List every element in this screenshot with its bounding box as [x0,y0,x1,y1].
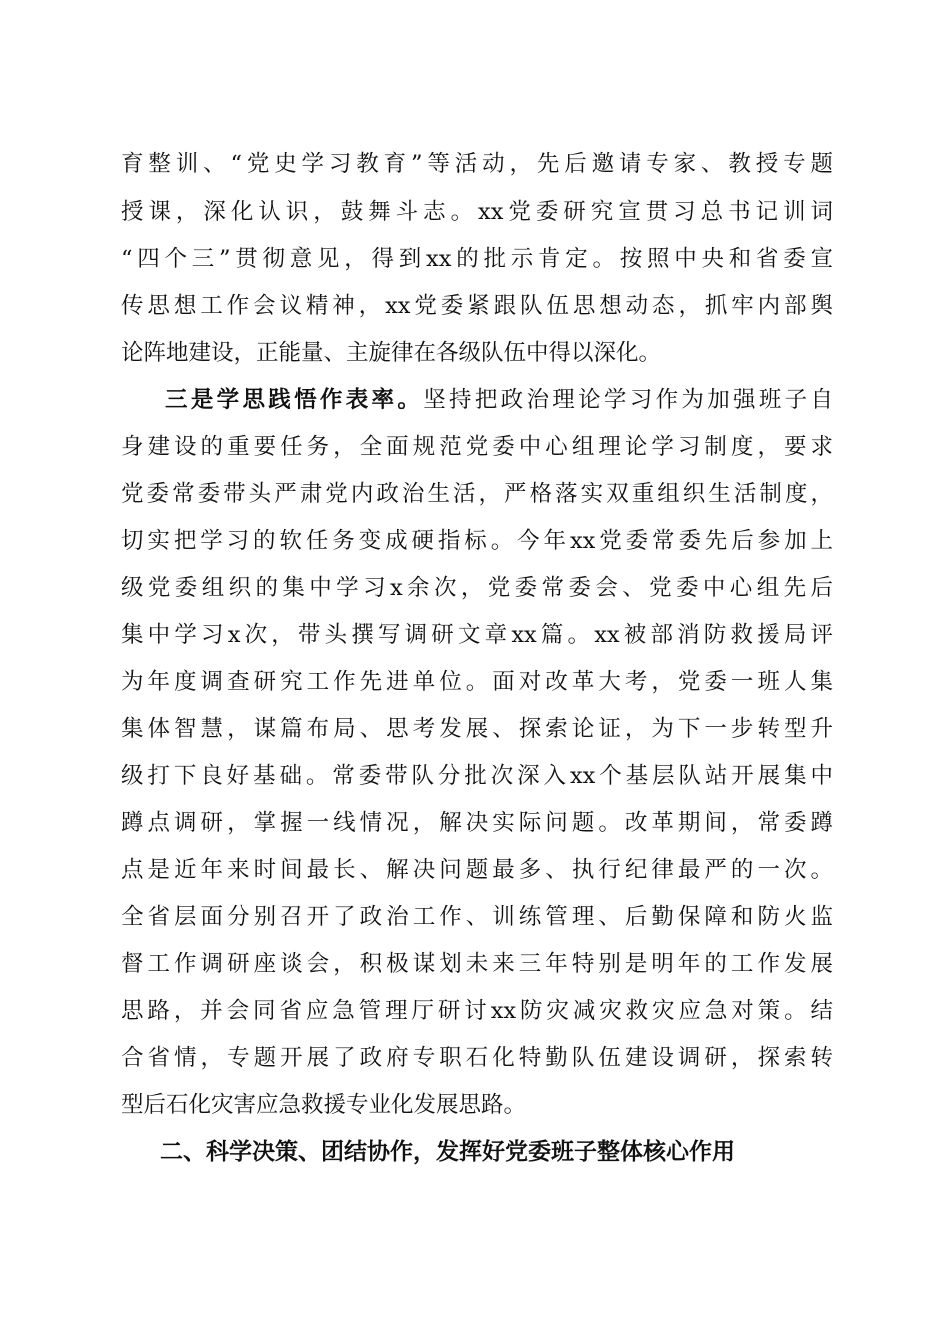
paragraph-2-line-14: 思路，并会同省应急管理厅研讨xx防灾减灾救灾应急对策。结 [121,998,833,1024]
paragraph-2-line-7: 为年度调查研究工作先进单位。面对改革大考，党委一班人集 [121,669,833,695]
paragraph-2-line-8: 集体智慧，谋篇布局、思考发展、探索论证，为下一步转型升 [121,716,833,742]
paragraph-2-line-1 [165,380,833,420]
paragraph-2-line-16: 型后石化灾害应急救援专业化发展思路。 [121,1092,527,1118]
paragraph-1-line-4: 传思想工作会议精神，xx党委紧跟队伍思想动态，抓牢内部舆 [121,293,833,319]
paragraph-2-line-12: 全省层面分别召开了政治工作、训练管理、后勤保障和防火监 [121,904,833,930]
paragraph-2-line-6: 集中学习x次，带头撰写调研文章xx篇。xx被部消防救援局评 [121,622,833,648]
paragraph-2-line-13: 督工作调研座谈会，积极谋划未来三年特别是明年的工作发展 [121,951,833,977]
paragraph-1-line-5: 论阵地建设，正能量、主旋律在各级队伍中得以深化。 [121,340,662,366]
paragraph-2-line-2: 身建设的重要任务，全面规范党委中心组理论学习制度，要求 [121,434,833,460]
paragraph-2-line-9: 级打下良好基础。常委带队分批次深入xx个基层队站开展集中 [121,763,833,789]
paragraph-2-line-5: 级党委组织的集中学习x余次，党委常委会、党委中心组先后 [121,575,833,601]
paragraph-2-lead: 三是学思践悟作表率。 [165,387,424,413]
paragraph-2-line-11: 点是近年来时间最长、解决问题最多、执行纪律最严的一次。 [121,857,833,883]
paragraph-1-line-1: 育整训、“党史学习教育”等活动，先后邀请专家、教授专题 [121,151,833,177]
paragraph-2-line-10: 蹲点调研，掌握一线情况，解决实际问题。改革期间，常委蹲 [121,810,833,836]
paragraph-1-line-3: “四个三”贯彻意见，得到xx的批示肯定。按照中央和省委宣 [121,246,833,272]
section-heading: 二、科学决策、团结协作，发挥好党委班子整体核心作用 [160,1139,735,1165]
paragraph-2-line-4: 切实把学习的软任务变成硬指标。今年xx党委常委先后参加上 [121,528,833,554]
paragraph-1-line-2: 授课，深化认识，鼓舞斗志。xx党委研究宣贯习总书记训词 [121,199,833,225]
paragraph-2-first-line-rest: 坚持把政治理论学习作为加强班子自 [423,387,833,413]
paragraph-2-line-15: 合省情，专题开展了政府专职石化特勤队伍建设调研，探索转 [121,1045,833,1071]
paragraph-2-line-3: 党委常委带头严肃党内政治生活，严格落实双重组织生活制度， [121,481,833,507]
